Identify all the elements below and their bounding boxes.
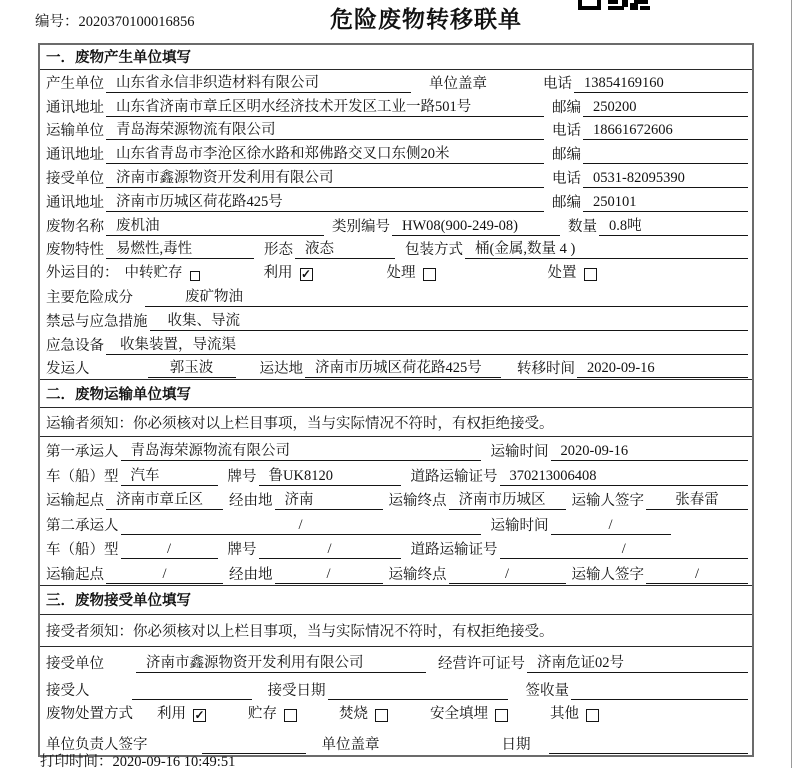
destination-value: 济南市历城区荷花路425号: [305, 356, 501, 378]
end1-value: 济南市历城区: [449, 488, 566, 510]
row-transporter-address: [40, 141, 752, 165]
permit-value: 济南危证02号: [527, 651, 748, 673]
disposal-option-utilize: [157, 702, 206, 723]
end2-label: 运输终点: [388, 566, 447, 583]
receiver-unit-label: 接受单位: [46, 170, 104, 187]
hazard-component-value: 废矿物油: [145, 285, 748, 307]
category-code-value: HW08(900-249-08): [392, 218, 560, 236]
accept-unit-value: 济南市鑫源物资开发利用有限公司: [136, 651, 426, 673]
purpose-option-storage: [125, 261, 200, 282]
row-transfer-purpose: [40, 260, 752, 284]
qr-code-fragment-icon: [578, 0, 650, 10]
scan-page-edge-line: [791, 0, 792, 768]
carrier-sign1-value: 张春雷: [646, 488, 748, 510]
origin1-label: 运输起点: [46, 493, 104, 510]
accept-date-label: 接受日期: [267, 682, 326, 699]
receiver-unit-value: 济南市鑫源物资开发利用有限公司: [106, 166, 544, 188]
end2-value: /: [449, 566, 566, 584]
end1-label: 运输终点: [388, 493, 447, 510]
purpose-storage-label: 中转贮存: [124, 265, 183, 282]
vehicle-type1-value: 汽车: [121, 464, 218, 486]
disposal-option-other: [550, 702, 599, 723]
receipt-amount-value: [571, 699, 748, 700]
transporter-zip-value: [583, 163, 748, 164]
plate1-label: 牌号: [227, 468, 257, 485]
disposal-option-landfill: [430, 702, 508, 723]
checkbox-dispose: [584, 268, 597, 281]
transporter-address-value: 山东省青岛市李沧区徐水路和郑佛路交叉口东侧20米: [106, 142, 544, 164]
waste-trait-value: 易燃性,毒性: [106, 237, 254, 259]
row-waste-name: [40, 213, 752, 237]
disposal-option-incinerate: [339, 702, 388, 723]
vehicle-type2-value: /: [121, 541, 218, 559]
print-time-label: 打印时间：: [40, 754, 113, 770]
transporter-phone-value: 18661672606: [583, 122, 748, 140]
carrier-sign1-label: 运输人签字: [571, 493, 644, 510]
transport-time1-value: 2020-09-16: [551, 443, 749, 461]
road-license2-label: 道路运输证号: [410, 542, 498, 559]
sender-label: 发运人: [46, 361, 90, 378]
purpose-option-utilize: [264, 261, 313, 282]
purpose-option-dispose: [548, 261, 597, 282]
row-vehicle-type1: [40, 462, 752, 487]
transport-time2-value: /: [551, 517, 671, 535]
quantity-value: 0.8吨: [599, 214, 748, 236]
form-value: 液态: [295, 237, 395, 259]
row-receiver-address: [40, 189, 752, 213]
serial-number-line: [35, 10, 195, 31]
row-accept-unit: [40, 647, 752, 674]
serial-label: 编号：: [35, 14, 79, 30]
date2-label: 日期: [501, 736, 531, 753]
unit-seal-label: 单位盖章: [429, 75, 487, 92]
first-carrier-value: 青岛海荣源物流有限公司: [121, 439, 481, 461]
checkbox-disposal-landfill: [495, 709, 508, 722]
receiver-phone-value: 0531-82095390: [583, 170, 748, 188]
emergency-equipment-label: 应急设备: [46, 337, 104, 354]
via1-label: 经由地: [229, 493, 273, 510]
taboo-measures-value: 收集、导流: [150, 309, 749, 331]
row-waste-trait: [40, 237, 752, 261]
carrier-sign2-label: 运输人签字: [571, 566, 644, 583]
packing-value: 桶(金属,数量 4 ): [465, 237, 748, 259]
section2-notice: 运输者须知：你必须核对以上栏目事项，当与实际情况不符时，有权拒绝接受。: [40, 408, 752, 437]
transporter-address-label: 通讯地址: [46, 147, 104, 164]
row-emergency-equipment: [40, 332, 752, 356]
receiver-address-label: 通讯地址: [46, 194, 104, 211]
row-first-carrier: [40, 437, 752, 462]
sender-value: 郭玉波: [148, 356, 236, 378]
waste-name-label: 废物名称: [46, 218, 104, 235]
transporter-zip-label: 邮编: [552, 147, 581, 164]
via1-value: 济南: [275, 488, 383, 510]
category-code-label: 类别编号: [332, 218, 390, 235]
via2-value: /: [275, 566, 383, 584]
waste-name-value: 废机油: [106, 214, 324, 236]
disposal-other-label: 其他: [550, 706, 579, 723]
disposal-option-store: [248, 702, 297, 723]
destination-label: 运达地: [259, 361, 303, 378]
receiver-phone-label: 电话: [552, 170, 581, 187]
section3-title: 三．废物接受单位填写: [40, 585, 752, 615]
carrier-sign2-value: /: [646, 566, 748, 584]
first-carrier-label: 第一承运人: [46, 443, 119, 460]
row-producer-unit: [40, 70, 752, 94]
purpose-treat-label: 处理: [386, 265, 416, 282]
unit-seal2-label: 单位盖章: [321, 736, 380, 753]
row-receiver-unit: [40, 165, 752, 189]
emergency-equipment-value: 收集装置，导流渠: [106, 333, 748, 355]
row-sender: [40, 356, 752, 380]
permit-label: 经营许可证号: [438, 655, 525, 672]
quantity-label: 数量: [568, 218, 597, 235]
receipt-amount-label: 签收量: [525, 682, 569, 699]
vehicle-type1-label: 车（船）型: [46, 468, 119, 485]
receiver-address-value: 济南市历城区荷花路425号: [106, 190, 544, 212]
transfer-form-table: [38, 43, 754, 757]
checkbox-disposal-other: [586, 709, 599, 722]
page-title: 危险废物转移联单: [330, 7, 522, 32]
road-license1-label: 道路运输证号: [410, 468, 498, 485]
producer-unit-value: 山东省永信非织造材料有限公司: [106, 71, 411, 93]
section2-title: 二．废物运输单位填写: [40, 379, 752, 408]
second-carrier-label: 第二承运人: [46, 517, 119, 534]
producer-zip-value: 250200: [583, 99, 748, 117]
row-route2: [40, 560, 752, 585]
row-second-carrier: [40, 511, 752, 536]
checkbox-disposal-utilize: [193, 709, 206, 722]
transfer-date-label: 转移时间: [517, 361, 575, 378]
vehicle-type2-label: 车（船）型: [46, 542, 119, 559]
producer-unit-label: 产生单位: [46, 75, 104, 92]
form-label: 形态: [264, 242, 293, 259]
row-transporter-unit: [40, 118, 752, 142]
producer-phone-value: 13854169160: [574, 75, 748, 93]
hazard-component-label: 主要危险成分: [46, 289, 133, 306]
disposal-method-label: 废物处置方式: [46, 706, 133, 723]
checkbox-utilize: [300, 268, 313, 281]
producer-address-value: 山东省济南市章丘区明水经济技术开发区工业一路501号: [106, 95, 544, 117]
serial-number: 2020370100016856: [78, 14, 195, 30]
plate2-label: 牌号: [227, 542, 257, 559]
road-license2-value: /: [500, 541, 749, 559]
transport-time2-label: 运输时间: [490, 517, 549, 534]
producer-phone-label: 电话: [543, 75, 572, 92]
origin1-value: 济南市章丘区: [106, 488, 223, 510]
section1-title: 一．废物产生单位填写: [40, 45, 752, 70]
disposal-store-label: 贮存: [248, 706, 277, 723]
row-vehicle-type2: [40, 536, 752, 561]
checkbox-disposal-store: [284, 709, 297, 722]
origin2-label: 运输起点: [46, 566, 104, 583]
row-disposal-method: [40, 701, 752, 726]
check-icon: ✓: [194, 708, 205, 723]
road-license1-value: 370213006408: [500, 468, 749, 486]
section3-notice: 接受者须知：你必须核对以上栏目事项，当与实际情况不符时，有权拒绝接受。: [40, 615, 752, 647]
transporter-unit-label: 运输单位: [46, 123, 104, 140]
row-route1: [40, 487, 752, 512]
accept-date-value: [328, 699, 508, 700]
disposal-incinerate-label: 焚烧: [339, 706, 368, 723]
row-hazard-component: [40, 284, 752, 308]
taboo-measures-label: 禁忌与应急措施: [46, 313, 148, 330]
disposal-landfill-label: 安全填埋: [430, 706, 488, 723]
producer-zip-label: 邮编: [552, 99, 581, 116]
date2-value: [549, 753, 749, 754]
receiver-zip-label: 邮编: [552, 194, 581, 211]
accept-person-value: [132, 699, 252, 700]
purpose-option-treat: [387, 261, 436, 282]
waste-trait-label: 废物特性: [46, 242, 104, 259]
row-taboo-measures: [40, 308, 752, 332]
transporter-phone-label: 电话: [552, 123, 581, 140]
plate2-value: /: [259, 541, 401, 559]
accept-person-label: 接受人: [46, 682, 90, 699]
packing-label: 包装方式: [405, 242, 463, 259]
print-time-value: 2020-09-16 10:49:51: [112, 754, 236, 770]
check-icon: ✓: [300, 267, 312, 282]
purpose-dispose-label: 处置: [547, 265, 577, 282]
head-signature-label: 单位负责人签字: [46, 736, 148, 753]
transporter-unit-value: 青岛海荣源物流有限公司: [106, 118, 544, 140]
second-carrier-value: /: [121, 517, 481, 535]
row-producer-address: [40, 94, 752, 118]
receiver-zip-value: 250101: [583, 194, 748, 212]
row-accept-person: [40, 674, 752, 701]
producer-address-label: 通讯地址: [46, 99, 104, 116]
checkbox-disposal-incinerate: [375, 709, 388, 722]
transfer-purpose-label: 外运目的：: [46, 265, 119, 282]
plate1-value: 鲁UK8120: [259, 464, 401, 486]
transport-time1-label: 运输时间: [490, 443, 549, 460]
checkbox-treat: [423, 268, 436, 281]
disposal-utilize-label: 利用: [157, 706, 186, 723]
purpose-utilize-label: 利用: [263, 265, 293, 282]
origin2-value: /: [106, 566, 223, 584]
transfer-date-value: 2020-09-16: [577, 360, 748, 378]
accept-unit-label: 接受单位: [46, 655, 104, 672]
checkbox-transit-storage: [190, 271, 200, 281]
via2-label: 经由地: [229, 566, 273, 583]
